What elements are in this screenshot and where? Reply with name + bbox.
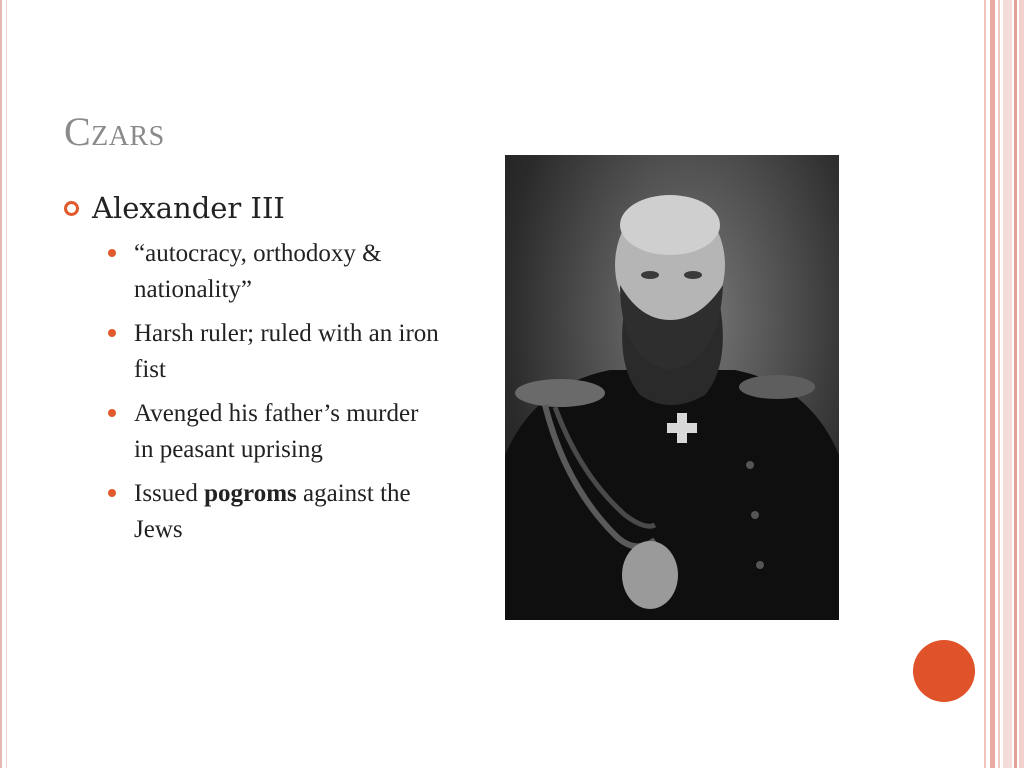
sub-bullet-text-pre: Issued xyxy=(134,480,205,507)
sub-bullet xyxy=(106,396,444,468)
stripe xyxy=(1014,0,1017,768)
slide-title: Czars xyxy=(64,109,165,154)
sub-bullet xyxy=(106,476,444,548)
bullet-main-text: Alexander III xyxy=(92,191,285,225)
stripe xyxy=(1003,0,1012,768)
portrait-figure-icon xyxy=(505,155,839,620)
stripe xyxy=(990,0,995,768)
dot-bullet-icon xyxy=(108,249,116,257)
right-decorative-stripes xyxy=(984,0,1024,768)
sub-bullet-text: Avenged his father’s murder in peasant uprising xyxy=(134,400,419,463)
sub-bullet xyxy=(106,316,444,388)
dot-bullet-icon xyxy=(108,489,116,497)
sub-bullet-text-post: against the Jews xyxy=(134,480,411,543)
sub-bullet-text: Harsh ruler; ruled with an iron fist xyxy=(134,320,439,383)
slide-content xyxy=(64,190,444,556)
sub-bullet-text: “autocracy, orthodoxy & nationality” xyxy=(134,240,382,303)
pogroms-bold-text: pogroms xyxy=(204,480,297,507)
left-border-line xyxy=(0,0,2,768)
stripe xyxy=(984,0,986,768)
decorative-orange-circle xyxy=(913,640,975,702)
stripe xyxy=(1019,0,1024,768)
dot-bullet-icon xyxy=(108,409,116,417)
bullet-main xyxy=(64,190,444,226)
ring-bullet-icon xyxy=(64,201,79,216)
sub-bullet-list xyxy=(64,236,444,548)
dot-bullet-icon xyxy=(108,329,116,337)
stripe xyxy=(998,0,1000,768)
portrait-photo xyxy=(505,155,839,620)
left-border-line-inner xyxy=(6,0,7,768)
sub-bullet xyxy=(106,236,444,308)
